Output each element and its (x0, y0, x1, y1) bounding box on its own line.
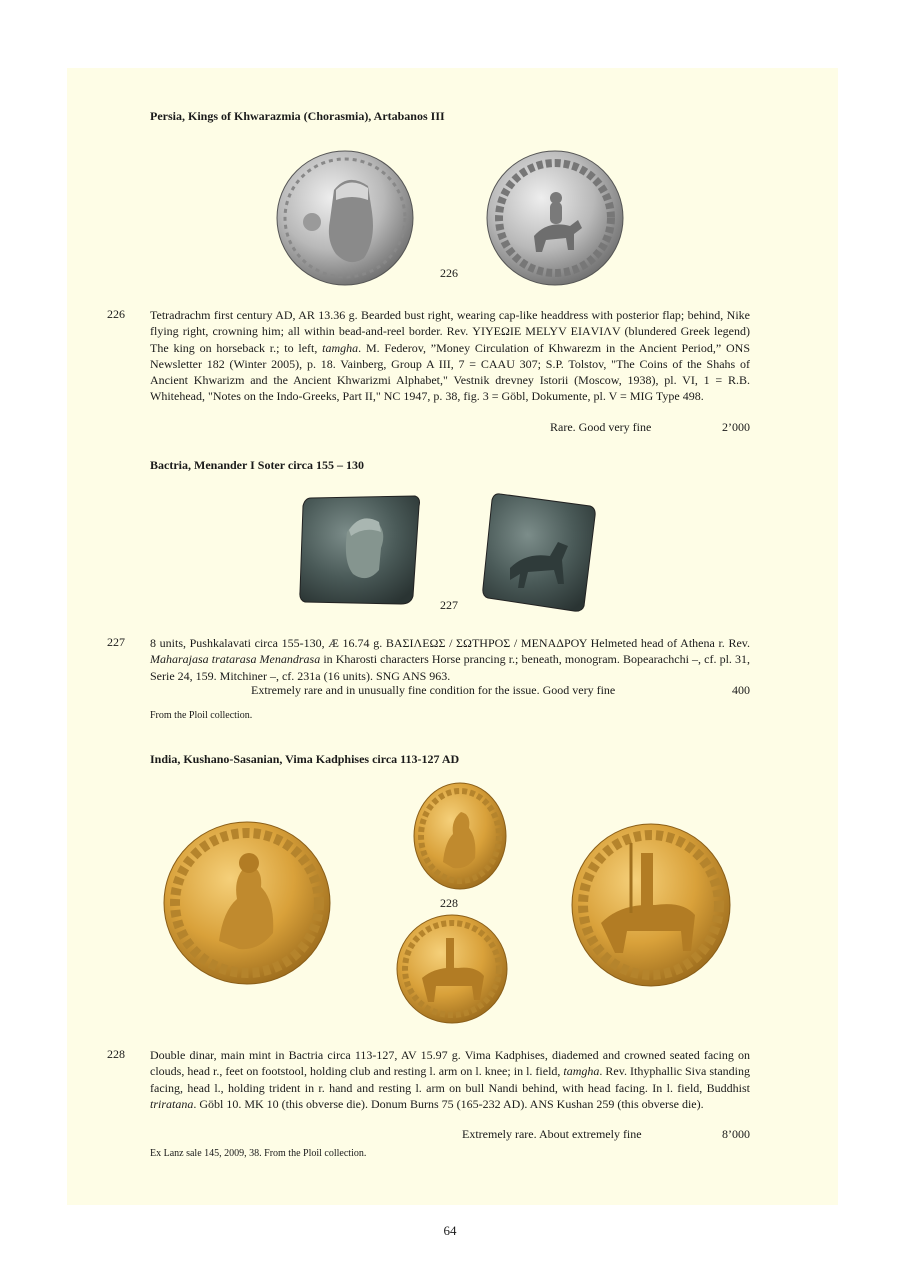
description-segment: Tetradrachm first century AD, AR 13.36 g. Bearded bust right, wearing cap-like headdress with posterior flap; behind, Nike flying right, crowning him; all within bead-and-reel border. Rev. ΥΙΥΕΩΙΕ MELYV ΕΙΑVΙΛV (blundered Greek legend) The king on horseback r.; to left, (150, 308, 750, 355)
lot-provenance-228: Ex Lanz sale 145, 2009, 38. From the Ploil collection. (150, 1148, 367, 1159)
description-segment: 8 units, Pushkalavati circa 155-130, Æ 16.74 g. ΒΑΣΙΛΕΩΣ / ΣΩΤΗΡΟΣ / ΜΕΝΑΔΡΟΥ Helmeted head of Athena r. Rev. (150, 636, 750, 650)
lot-price-228: 8’000 (722, 1127, 750, 1141)
lot-grade-226: Rare. Good very fine (550, 420, 652, 434)
lot-provenance-227: From the Ploil collection. (150, 710, 253, 721)
lot-grade-228: Extremely rare. About extremely fine (462, 1127, 642, 1141)
description-segment: Double dinar, main mint in Bactria circa 113-127, AV 15.97 g. Vima Kadphises, diademed and crowned seated facing on clouds, head r., feet on footstool, holding club and resting l. arm on l. knee; in l. field, (150, 1048, 750, 1079)
coin-226-obverse (276, 150, 414, 286)
coin-228-reverse-small (396, 914, 508, 1024)
lot-description-228 (150, 1047, 750, 1112)
lot-heading-226: Persia, Kings of Khwarazmia (Chorasmia), Artabanos III (150, 109, 445, 123)
lot-grade-227: Extremely rare and in unusually fine condition for the issue. Good very fine (251, 683, 616, 697)
figure-label-226: 226 (440, 266, 458, 280)
description-segment: . M. Federov, ”Money Circulation of Khwarezm in the Ancient Period,” ONS Newsletter 182 (Winter 2005), p. 18. Vainberg, Group A III, 7 = CAAU 307; S.P. Tolstov, "The Coins of the Shahs of Ancient Khwarizm and the Ancient Khwarizmi Alphabet," Vestnik drevney Istorii (Moscow, 1938), pl. VI, 1 = R.B. Whitehead, "Notes on the Indo-Greeks, Part II," NC 1947, p. 38, fig. 3 = Göbl, Dokumente, pl. V = MIG Type 498. (150, 340, 751, 404)
lot-heading-228: India, Kushano-Sasanian, Vima Kadphises circa 113-127 AD (150, 752, 460, 766)
description-segment: Maharajasa tratarasa Menandrasa (150, 652, 321, 667)
lot-number-228: 228 (107, 1047, 125, 1061)
description-segment: tamgha (563, 1064, 600, 1079)
lot-description-227 (150, 635, 750, 684)
description-segment: tamgha (322, 340, 359, 355)
coin-228-obverse-large (163, 821, 331, 985)
description-segment: . Göbl 10. MK 10 (this obverse die). Donum Burns 75 (165-232 AD). ANS Kushan 259 (this obverse die). (193, 1096, 704, 1111)
lot-price-227: 400 (732, 683, 750, 697)
description-segment: . Rev. Ithyphallic Siva standing facing, head l., holding trident in r. hand and resting l. arm on bull Nandi behind, with head facing. In l. field, Buddhist (150, 1064, 750, 1095)
description-segment: triratana (150, 1096, 194, 1111)
page-number: 64 (443, 1223, 457, 1238)
lot-number-227: 227 (107, 635, 125, 649)
figure-label-227: 227 (440, 598, 458, 612)
coin-226-reverse (486, 150, 624, 286)
coin-227-reverse (480, 490, 598, 614)
lot-heading-227: Bactria, Menander I Soter circa 155 – 130 (150, 458, 364, 472)
coin-228-obverse-small (413, 782, 507, 890)
coin-228-reverse-large (571, 823, 731, 988)
lot-description-226 (150, 307, 750, 405)
lot-price-226: 2’000 (722, 420, 750, 434)
lot-number-226: 226 (107, 307, 125, 321)
description-segment: in Kharosti characters Horse prancing r.; beneath, monogram. Bopearachchi –, cf. pl. 31, Serie 24, 159. Mitchiner –, cf. 231a (16 units). SNG ANS 963. (150, 652, 750, 683)
coin-227-obverse (297, 492, 423, 608)
figure-label-228: 228 (440, 896, 458, 910)
